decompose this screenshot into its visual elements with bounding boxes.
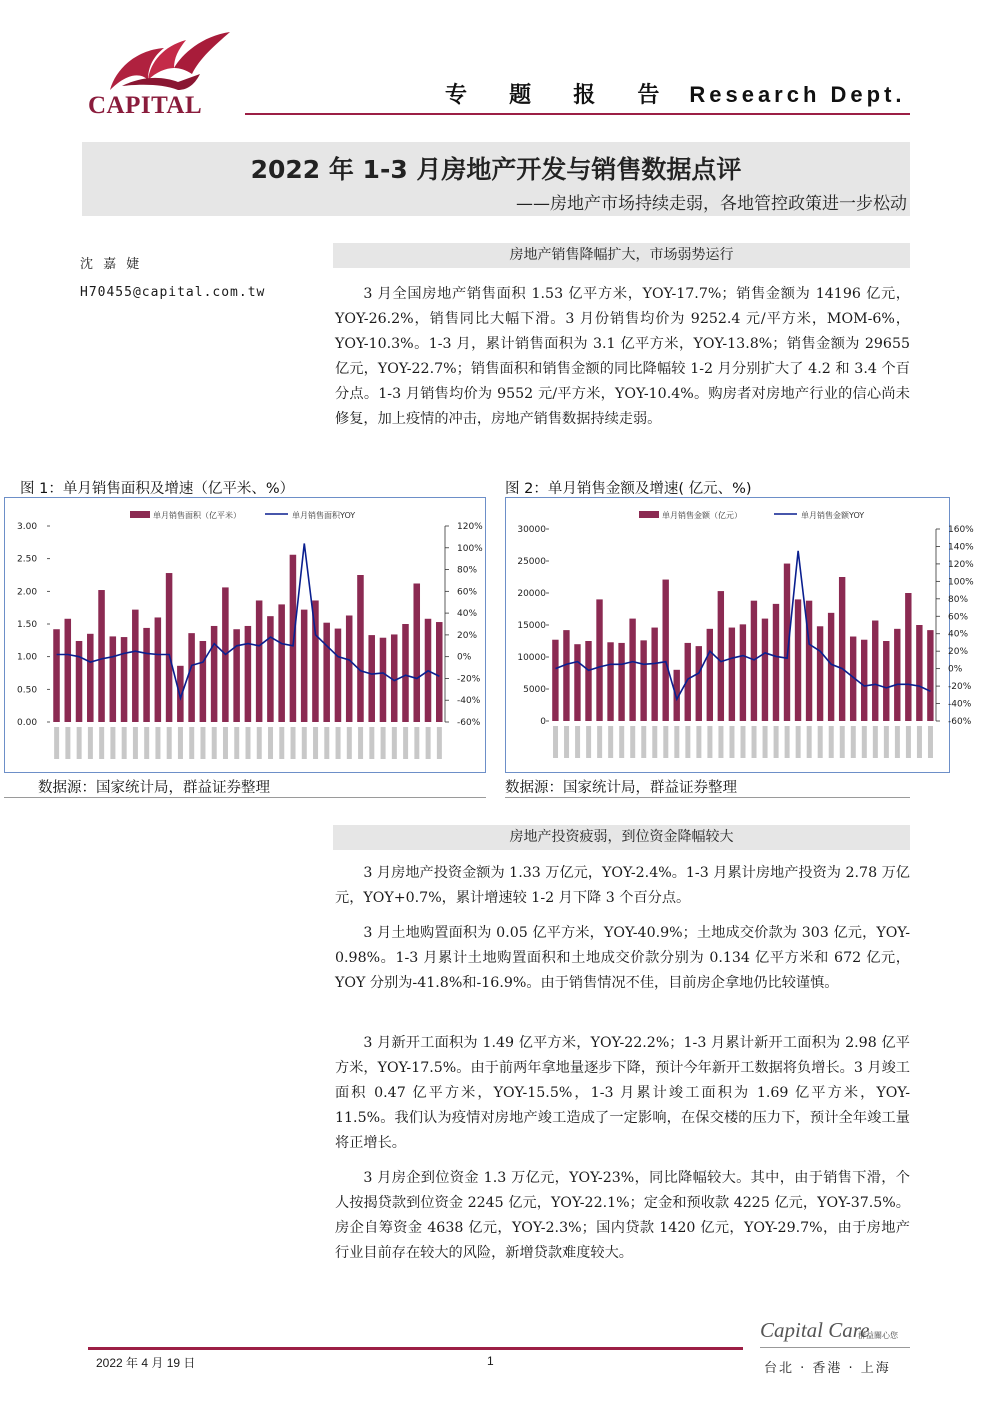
x-tick-label [807, 726, 812, 758]
x-tick-label [392, 727, 397, 759]
legend-bar-swatch [130, 511, 150, 518]
logo-wordmark: CAPITAL [88, 92, 203, 119]
y-left-tick-label: 3.00 [17, 522, 38, 532]
x-tick-label [144, 727, 149, 759]
bar [751, 601, 757, 721]
y-left-tick-label: 10000 [517, 653, 546, 663]
bar [927, 630, 933, 721]
bar [143, 628, 150, 722]
x-tick-label [54, 727, 59, 759]
x-tick-label [189, 727, 194, 759]
paragraph-construction: 3 月新开工面积为 1.49 亿平方米，YOY-22.2%；1-3 月累计新开工面积为 2.98 亿平方米，YOY-17.5%。由于前两年拿地量逐步下降，预计今年新开工数据将负增长。3 月竣工面积 0.47 亿平方米，YOY-15.5%，1-3 月累计竣工面积为 1.69 亿平方米，YOY-11.5%。我们认为疫情对房地产竣工造成了一定影响，在保交楼的压力下，预计全年竣工量将正增长。 [335, 1035, 910, 1151]
x-tick-label [257, 727, 262, 759]
bar [211, 626, 218, 722]
footer-brand-rule [760, 1347, 910, 1348]
research-dept: Research Dept. [689, 82, 906, 107]
x-tick-label [246, 727, 251, 759]
header-rule [245, 113, 910, 115]
y-left-tick-label: 5000 [523, 685, 546, 695]
x-tick-label [774, 726, 779, 758]
y-right-tick-label: 40% [948, 629, 969, 640]
legend-bar-swatch [639, 511, 659, 518]
bar [267, 616, 274, 722]
bar [618, 643, 624, 721]
chart-svg [5, 498, 485, 772]
x-tick-label [426, 727, 431, 759]
figure-2-caption: 图 2：单月销售金额及增速( 亿元、%) [505, 481, 752, 497]
bar [413, 583, 420, 722]
x-tick-label [178, 727, 183, 759]
x-tick-label [752, 726, 757, 758]
x-tick-label [564, 726, 569, 758]
x-tick-label [917, 726, 922, 758]
bar [323, 623, 330, 722]
y-left-tick-label: 25000 [517, 557, 546, 567]
bar [883, 641, 889, 721]
x-tick-label [928, 726, 933, 758]
bar [53, 629, 60, 722]
section-heading-investment: 房地产投资疲弱，到位资金降幅较大 [333, 825, 910, 850]
y-left-tick-label: 20000 [517, 589, 546, 599]
chart-svg [506, 498, 974, 772]
bar [563, 630, 569, 721]
bar [894, 629, 900, 721]
x-tick-label [381, 727, 386, 759]
x-tick-label [663, 726, 668, 758]
bar [98, 590, 105, 722]
bar [740, 624, 746, 721]
legend-bar-label: 单月销售面积（亿平米） [153, 511, 241, 520]
y-right-tick-label: 100% [457, 543, 483, 554]
bar [729, 628, 735, 721]
y-right-tick-label: -40% [457, 696, 481, 707]
figure-1-divider [4, 797, 486, 798]
y-right-tick-label: 0% [948, 664, 963, 675]
x-tick-label [741, 726, 746, 758]
bar [629, 619, 635, 721]
bar [696, 646, 702, 721]
page-title: 2022 年 1-3 月房地产开发与销售数据点评 [250, 155, 742, 184]
y-left-tick-label: 1.00 [17, 652, 38, 663]
bar [110, 636, 117, 722]
bar [121, 637, 128, 722]
x-tick-label [302, 727, 307, 759]
x-tick-label [212, 727, 217, 759]
figure-1-source: 数据源：国家统计局，群益证券整理 [38, 780, 270, 796]
x-tick-label [884, 726, 889, 758]
x-tick-label [873, 726, 878, 758]
bar [233, 629, 240, 722]
bar [905, 593, 911, 721]
bar [872, 621, 878, 721]
x-tick-label [829, 726, 834, 758]
x-tick-label [630, 726, 635, 758]
x-tick-label [167, 727, 172, 759]
x-tick-label [785, 726, 790, 758]
y-right-tick-label: 40% [457, 609, 478, 620]
x-tick-label [763, 726, 768, 758]
x-tick-label [796, 726, 801, 758]
x-tick-label [223, 727, 228, 759]
x-tick-label [608, 726, 613, 758]
footer-brand-tagline: 群益關心您 [858, 1331, 898, 1340]
x-tick-label [77, 727, 82, 759]
report-type: 专 题 报 告 [445, 82, 678, 107]
bar [585, 641, 591, 721]
author-email[interactable]: H70455@capital.com.tw [80, 285, 266, 300]
bar [301, 610, 308, 722]
bar [278, 604, 285, 722]
section-heading-sales: 房地产销售降幅扩大，市场弱势运行 [333, 243, 910, 268]
x-tick-label [840, 726, 845, 758]
x-tick-label [437, 727, 442, 759]
y-right-tick-label: 60% [948, 612, 969, 623]
bar [65, 619, 72, 722]
x-tick-label [851, 726, 856, 758]
bar [76, 641, 83, 722]
x-tick-label [707, 726, 712, 758]
bar [651, 628, 657, 721]
x-tick-label [369, 727, 374, 759]
x-tick-label [414, 727, 419, 759]
y-right-tick-label: 120% [457, 522, 483, 532]
bar [828, 613, 834, 721]
y-right-tick-label: -20% [457, 674, 481, 685]
y-left-tick-label: 0 [540, 717, 546, 727]
y-left-tick-label: 0.50 [17, 685, 38, 696]
bar [290, 555, 297, 722]
x-tick-label [895, 726, 900, 758]
bar [607, 642, 613, 721]
x-tick-label [641, 726, 646, 758]
y-left-tick-label: 2.50 [17, 554, 38, 565]
y-right-tick-label: 0% [457, 652, 472, 663]
x-tick-label [110, 727, 115, 759]
x-tick-label [88, 727, 93, 759]
x-tick-label [696, 726, 701, 758]
bar [166, 573, 173, 722]
chart-sales-area [4, 497, 486, 773]
x-tick-label [674, 726, 679, 758]
bar [707, 629, 713, 721]
legend-line-label: 单月销售面积YOY [292, 511, 356, 520]
y-right-tick-label: 60% [457, 587, 478, 598]
paragraph-investment: 3 月房地产投资金额为 1.33 万亿元，YOY-2.4%。1-3 月累计房地产投资为 2.78 万亿元，YOY+0.7%，累计增速较 1-2 月下降 3 个百分点。 [335, 865, 910, 906]
x-tick-label [155, 727, 160, 759]
figure-2-divider [505, 797, 910, 798]
x-tick-label [324, 727, 329, 759]
x-tick-label [336, 727, 341, 759]
y-right-tick-label: 160% [948, 525, 974, 535]
x-tick-label [234, 727, 239, 759]
bar [839, 577, 845, 721]
y-right-tick-label: -40% [948, 699, 972, 710]
footer-brand-logo: Capital Care [760, 1318, 870, 1342]
paragraph-sales: 3 月全国房地产销售面积 1.53 亿平方米，YOY-17.7%；销售金额为 14196 亿元，YOY-26.2%，销售同比大幅下滑。3 月份销售均价为 9252.4 元/平方米，MOM-6%，YOY-10.3%。1-3 月，累计销售面积为 3.1 亿平方米，YOY-13.8%；销售金额为 29655 亿元，YOY-22.7%；销售面积和销售金额的同比降幅较 1-2 月分别扩大了 4.2 和 3.4 个百分点。1-3 月销售均价为 9552 元/平方米，YOY-10.4%。购房者对房地产行业的信心尚未修复，加上疫情的冲击，房地产销售数据持续走弱。 [335, 286, 910, 427]
y-right-tick-label: 20% [948, 647, 969, 658]
bar [662, 580, 668, 721]
x-tick-label [597, 726, 602, 758]
x-tick-label [133, 727, 138, 759]
paragraph-funding: 3 月房企到位资金 1.3 万亿元，YOY-23%，同比降幅较大。其中，由于销售下滑，个人按揭贷款到位资金 2245 亿元，YOY-22.1%；定金和预收款 4225 亿元，YOY-37.5%。房企自筹资金 4638 亿元，YOY-2.3%；国内贷款 1420 亿元，YOY-29.7%，由于房地产行业目前存在较大的风险，新增贷款难度较大。 [335, 1170, 910, 1261]
bar [346, 616, 353, 722]
bar [552, 640, 558, 721]
bar [155, 617, 162, 722]
x-tick-label [553, 726, 558, 758]
bar [87, 634, 94, 722]
x-tick-label [65, 727, 70, 759]
x-tick-label [718, 726, 723, 758]
x-tick-label [818, 726, 823, 758]
page-number: 1 [487, 1354, 494, 1368]
x-tick-label [358, 727, 363, 759]
x-tick-label [403, 727, 408, 759]
paragraph-land: 3 月土地购置面积为 0.05 亿平方米，YOY-40.9%；土地成交价款为 303 亿元，YOY-0.98%。1-3 月累计土地购置面积和土地成交价款分别为 0.134 亿平方米和 672 亿元，YOY 分别为-41.8%和-16.9%。由于销售情况不佳，目前房企拿地仍比较谨慎。 [335, 925, 910, 991]
y-left-tick-label: 30000 [517, 525, 546, 535]
y-right-tick-label: 100% [948, 577, 974, 588]
bar [132, 610, 139, 722]
y-left-tick-label: 0.00 [17, 718, 38, 728]
bar [640, 640, 646, 721]
figure-1-caption: 图 1：单月销售面积及增速（亿平米、%） [20, 481, 295, 497]
y-right-tick-label: 80% [948, 594, 969, 605]
x-tick-label [347, 727, 352, 759]
x-tick-label [586, 726, 591, 758]
bar [188, 633, 195, 722]
y-right-tick-label: -60% [948, 717, 972, 727]
x-tick-label [575, 726, 580, 758]
y-right-tick-label: 80% [457, 565, 478, 576]
report-header [445, 78, 906, 109]
footer-cities: 台北 · 香港 · 上海 [764, 1361, 891, 1376]
figure-2-source: 数据源：国家统计局，群益证券整理 [505, 780, 737, 796]
bar [773, 604, 779, 721]
y-right-tick-label: 20% [457, 630, 478, 641]
y-right-tick-label: -20% [948, 682, 972, 693]
bar [436, 622, 443, 722]
bar [861, 640, 867, 721]
x-tick-label [313, 727, 318, 759]
footer-date: 2022 年 4 月 19 日 [96, 1356, 196, 1370]
x-tick-label [268, 727, 273, 759]
chart-sales-amount [505, 497, 974, 773]
legend-line-label: 单月销售金额YOY [801, 511, 865, 520]
x-tick-label [652, 726, 657, 758]
bar [718, 591, 724, 721]
bar [916, 625, 922, 721]
bar [335, 629, 342, 722]
x-tick-label [200, 727, 205, 759]
bar [368, 635, 375, 722]
bar [256, 600, 263, 722]
page-subtitle: ——房地产市场持续走弱，各地管控政策进一步松动 [516, 194, 907, 214]
x-tick-label [122, 727, 127, 759]
bar [245, 626, 252, 722]
author-name: 沈 嘉 婕 [80, 257, 143, 272]
y-left-tick-label: 15000 [517, 621, 546, 631]
y-left-tick-label: 2.00 [17, 587, 38, 598]
bar [357, 575, 364, 722]
bar [380, 638, 387, 722]
footer-rule [88, 1347, 743, 1350]
bar [574, 644, 580, 721]
bar [200, 641, 207, 722]
y-right-tick-label: 140% [948, 542, 974, 553]
x-tick-label [279, 727, 284, 759]
y-right-tick-label: 120% [948, 559, 974, 570]
bar [795, 599, 801, 721]
x-tick-label [685, 726, 690, 758]
y-left-tick-label: 1.50 [17, 620, 38, 630]
legend-bar-label: 单月销售金额（亿元） [662, 511, 742, 520]
bar [762, 619, 768, 721]
bar [402, 624, 409, 722]
x-tick-label [619, 726, 624, 758]
x-tick-label [729, 726, 734, 758]
x-tick-label [99, 727, 104, 759]
x-tick-label [862, 726, 867, 758]
x-tick-label [291, 727, 296, 759]
y-right-tick-label: -60% [457, 718, 481, 728]
x-tick-label [906, 726, 911, 758]
bar [596, 599, 602, 721]
bar [817, 626, 823, 721]
